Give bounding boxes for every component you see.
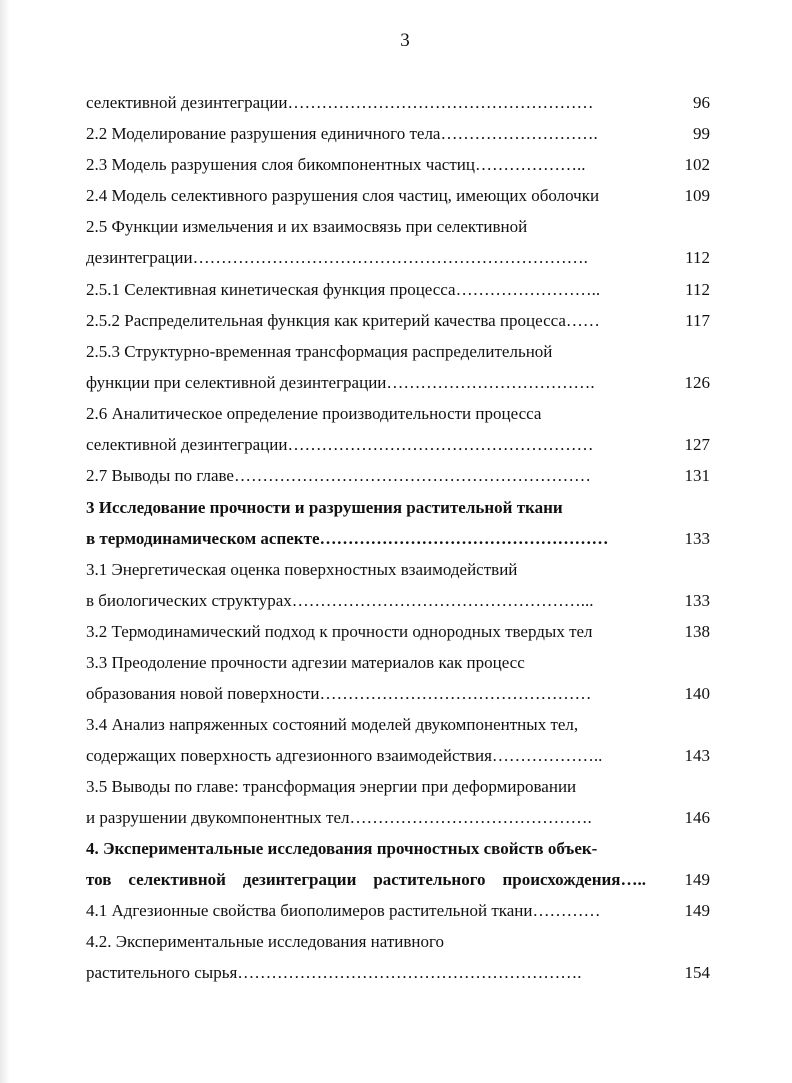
- toc-page-number: 138: [684, 622, 710, 641]
- toc-page-number: 117: [685, 311, 710, 330]
- toc-page-number: 149: [684, 870, 710, 889]
- toc-entry-line: 3.5 Выводы по главе: трансформация энергии при деформировании: [86, 777, 577, 796]
- toc-page-number: 126: [684, 373, 710, 392]
- toc-entry-line: селективной дезинтеграции………………………………………………: [86, 93, 594, 112]
- toc-entry-line: образования новой поверхности…………………………………………: [86, 684, 592, 703]
- scan-edge-shadow: [0, 0, 10, 1083]
- toc-page-number: 131: [684, 466, 710, 485]
- toc-entry-line: дезинтеграции…………………………………………………………….: [86, 248, 588, 267]
- toc-page-number: 102: [684, 155, 710, 174]
- toc-entry-line: растительного сырья…………………………………………………….: [86, 963, 582, 982]
- toc-entry-line: 2.6 Аналитическое определение производительности процесса: [86, 404, 542, 423]
- toc-page-number: 133: [684, 529, 710, 548]
- toc-entry-line: 3 Исследование прочности и разрушения растительной ткани: [86, 498, 563, 517]
- page-number: 3: [400, 30, 410, 51]
- toc-entry-line: 2.5.1 Селективная кинетическая функция процесса……………………..: [86, 280, 601, 299]
- toc-page-number: 133: [684, 591, 710, 610]
- toc-page-number: 149: [684, 901, 710, 920]
- toc-entry-line: 3.1 Энергетическая оценка поверхностных взаимодействий: [86, 560, 518, 579]
- toc-entry-line: 3.2 Термодинамический подход к прочности однородных твердых тел: [86, 622, 593, 641]
- toc-entry-line: 3.3 Преодоление прочности адгезии материалов как процесс: [86, 653, 525, 672]
- toc-entry-line: 2.2 Моделирование разрушения единичного тела……………………….: [86, 124, 598, 143]
- toc-entry-line: тов селективной дезинтеграции растительного происхождения…..: [86, 870, 646, 889]
- toc-entry-line: в биологических структурах……………………………………………...: [86, 591, 594, 610]
- toc-entry-line: 2.5.3 Структурно-временная трансформация распределительной: [86, 342, 553, 361]
- toc-page-number: 154: [684, 963, 710, 982]
- toc-page-number: 127: [684, 435, 710, 454]
- toc-page-number: 143: [684, 746, 710, 765]
- toc-entry-line: 2.7 Выводы по главе………………………………………………………: [86, 466, 591, 485]
- toc-page-number: 146: [684, 808, 710, 827]
- toc-entry-line: 2.3 Модель разрушения слоя бикомпонентных частиц………………..: [86, 155, 586, 174]
- toc-entry-line: 2.4 Модель селективного разрушения слоя частиц, имеющих оболочки: [86, 186, 600, 205]
- toc-entry-line: 2.5 Функции измельчения и их взаимосвязь при селективной: [86, 217, 528, 236]
- toc-entry-line: 3.4 Анализ напряженных состояний моделей двукомпонентных тел,: [86, 715, 579, 734]
- toc-page-number: 112: [685, 280, 710, 299]
- toc-entry-line: функции при селективной дезинтеграции……………………………….: [86, 373, 595, 392]
- toc-page-number: 109: [684, 186, 710, 205]
- toc-page-number: 140: [684, 684, 710, 703]
- toc-entry-line: 4. Экспериментальные исследования прочностных свойств объек-: [86, 839, 598, 858]
- toc-page-number: 99: [693, 124, 710, 143]
- toc-entry-line: в термодинамическом аспекте……………………………………………: [86, 529, 609, 548]
- toc-entry-line: селективной дезинтеграции………………………………………………: [86, 435, 594, 454]
- toc-entry-line: содержащих поверхность адгезионного взаимодействия………………..: [86, 746, 603, 765]
- toc-page-number: 96: [693, 93, 710, 112]
- toc-page-number: 112: [685, 248, 710, 267]
- toc-entry-line: 4.2. Экспериментальные исследования нативного: [86, 932, 445, 951]
- toc-entry-line: и разрушении двукомпонентных тел…………………………………….: [86, 808, 592, 827]
- toc-entry-line: 2.5.2 Распределительная функция как критерий качества процесса……: [86, 311, 600, 330]
- toc-entry-line: 4.1 Адгезионные свойства биополимеров растительной ткани…………: [86, 901, 601, 920]
